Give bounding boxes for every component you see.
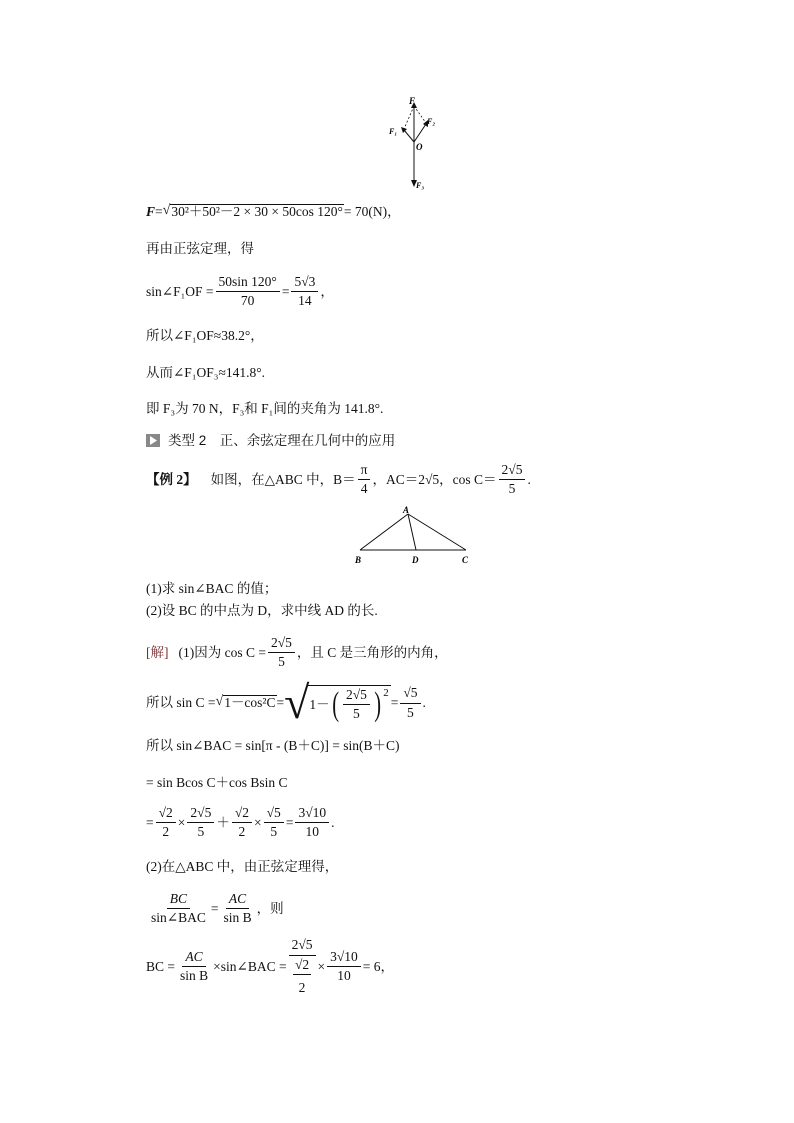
tri-label-D: D	[412, 555, 419, 565]
section-heading	[146, 434, 395, 448]
f-lhs: F	[146, 204, 156, 220]
tri-label-C: C	[462, 555, 469, 565]
label-F: F	[409, 96, 416, 106]
sol1-frac: $\frac{2√5}{5}$	[268, 636, 295, 669]
example-tag: 【例 2】	[146, 471, 197, 487]
sol2-sqrt1: √ 1－cos²C	[215, 694, 276, 711]
angle-line-1: 所以∠F₁OF≈38.2°，	[146, 328, 264, 343]
sin-frac2: $\frac{5√3}{14}$	[291, 275, 318, 308]
solution-2: 所以 sin C = √ 1－cos²C = √ 1－ ( $\frac{2√5}{5}$ ) 2 = $\frac{√5}{5}$ .	[146, 677, 426, 728]
tri-label-B: B	[355, 555, 362, 565]
sin-frac1: $\frac{50\sin 120^\circ}{70}$	[216, 275, 280, 308]
force-diagram	[380, 92, 450, 192]
solution-8: BC = $\frac{AC}{\text{sin B}}$ ×sin∠BAC = 2√5 √2 2 × $\frac{3√10}{10}$ = 6，	[146, 937, 395, 996]
example-2: 【例 2】 如图，在△ABC 中，B＝ $\frac{\pi}{4}$ ，AC＝2√5，cos C＝ $\frac{2√5}{5}$ .	[146, 462, 531, 497]
example-cos-frac: $\frac{2√5}{5}$	[499, 463, 526, 496]
question-1: (1)求 sin∠BAC 的值；	[146, 581, 278, 596]
f-eq: =	[155, 204, 163, 220]
sol2-radicand: 1－ ( $\frac{2√5}{5}$ ) 2	[309, 685, 389, 723]
solution-tag: [解]	[146, 644, 169, 660]
solution-5: = $\frac{√2}{2}$ × $\frac{2√5}{5}$ ＋ $\frac{√2}{2}$ × $\frac{√5}{5}$ = $\frac{3√10}{10}$ .	[146, 805, 335, 840]
tri-label-A: A	[403, 505, 410, 515]
f-radicand: 30²＋50²－2 × 30 × 50cos 120°	[171, 204, 343, 219]
example-text1: 如图，在△ABC 中，B＝	[210, 471, 356, 487]
example-pi-frac: $\frac{\pi}{4}$	[358, 463, 371, 496]
solution-1: [解] (1)因为 cos C = $\frac{2√5}{5}$ ，且 C 是三角形的内角，	[146, 635, 448, 670]
formula-F	[146, 204, 401, 220]
formula-sin: sin∠F₁OF = $\frac{50\sin 120^\circ}{70}$ = $\frac{5√3}{14}$ ，	[146, 274, 334, 309]
f-rhs: = 70(N)，	[343, 204, 401, 220]
triangle-diagram	[350, 504, 480, 570]
solution-4: = sin Bcos C＋cos Bsin C	[146, 775, 288, 790]
label-F2: F₂	[427, 117, 436, 126]
label-F1: F₁	[389, 127, 398, 136]
solution-7: $\frac{BC}{\text{sin∠BAC}}$ = $\frac{AC}{\text{sin B}}$ ，则	[151, 891, 284, 926]
play-icon	[146, 434, 160, 447]
solution-6: (2)在△ABC 中，由正弦定理得，	[146, 859, 339, 874]
question-2: (2)设 BC 的中点为 D，求中线 AD 的长.	[146, 603, 378, 618]
section-title: 类型 2 正、余弦定理在几何中的应用	[168, 433, 396, 448]
label-O: O	[416, 142, 423, 152]
sine-law-text: 再由正弦定理，得	[146, 241, 254, 256]
sol2-bigsqrt: √	[284, 677, 310, 728]
sin-lhs: sin∠F₁OF =	[146, 283, 214, 299]
f-sqrt: √ 30²＋50²－2 × 30 × 50cos 120°	[162, 203, 343, 219]
conclusion-line: 即 F₃为 70 N，F₃和 F₁间的夹角为 141.8°.	[146, 401, 384, 416]
solution-3: 所以 sin∠BAC = sin[π - (B＋C)] = sin(B＋C)	[146, 738, 400, 753]
example-text2: ，AC＝2√5，cos C＝	[372, 471, 497, 487]
angle-line-2: 从而∠F₁OF₃≈141.8°.	[146, 365, 266, 380]
label-F3: F₃	[416, 181, 425, 190]
